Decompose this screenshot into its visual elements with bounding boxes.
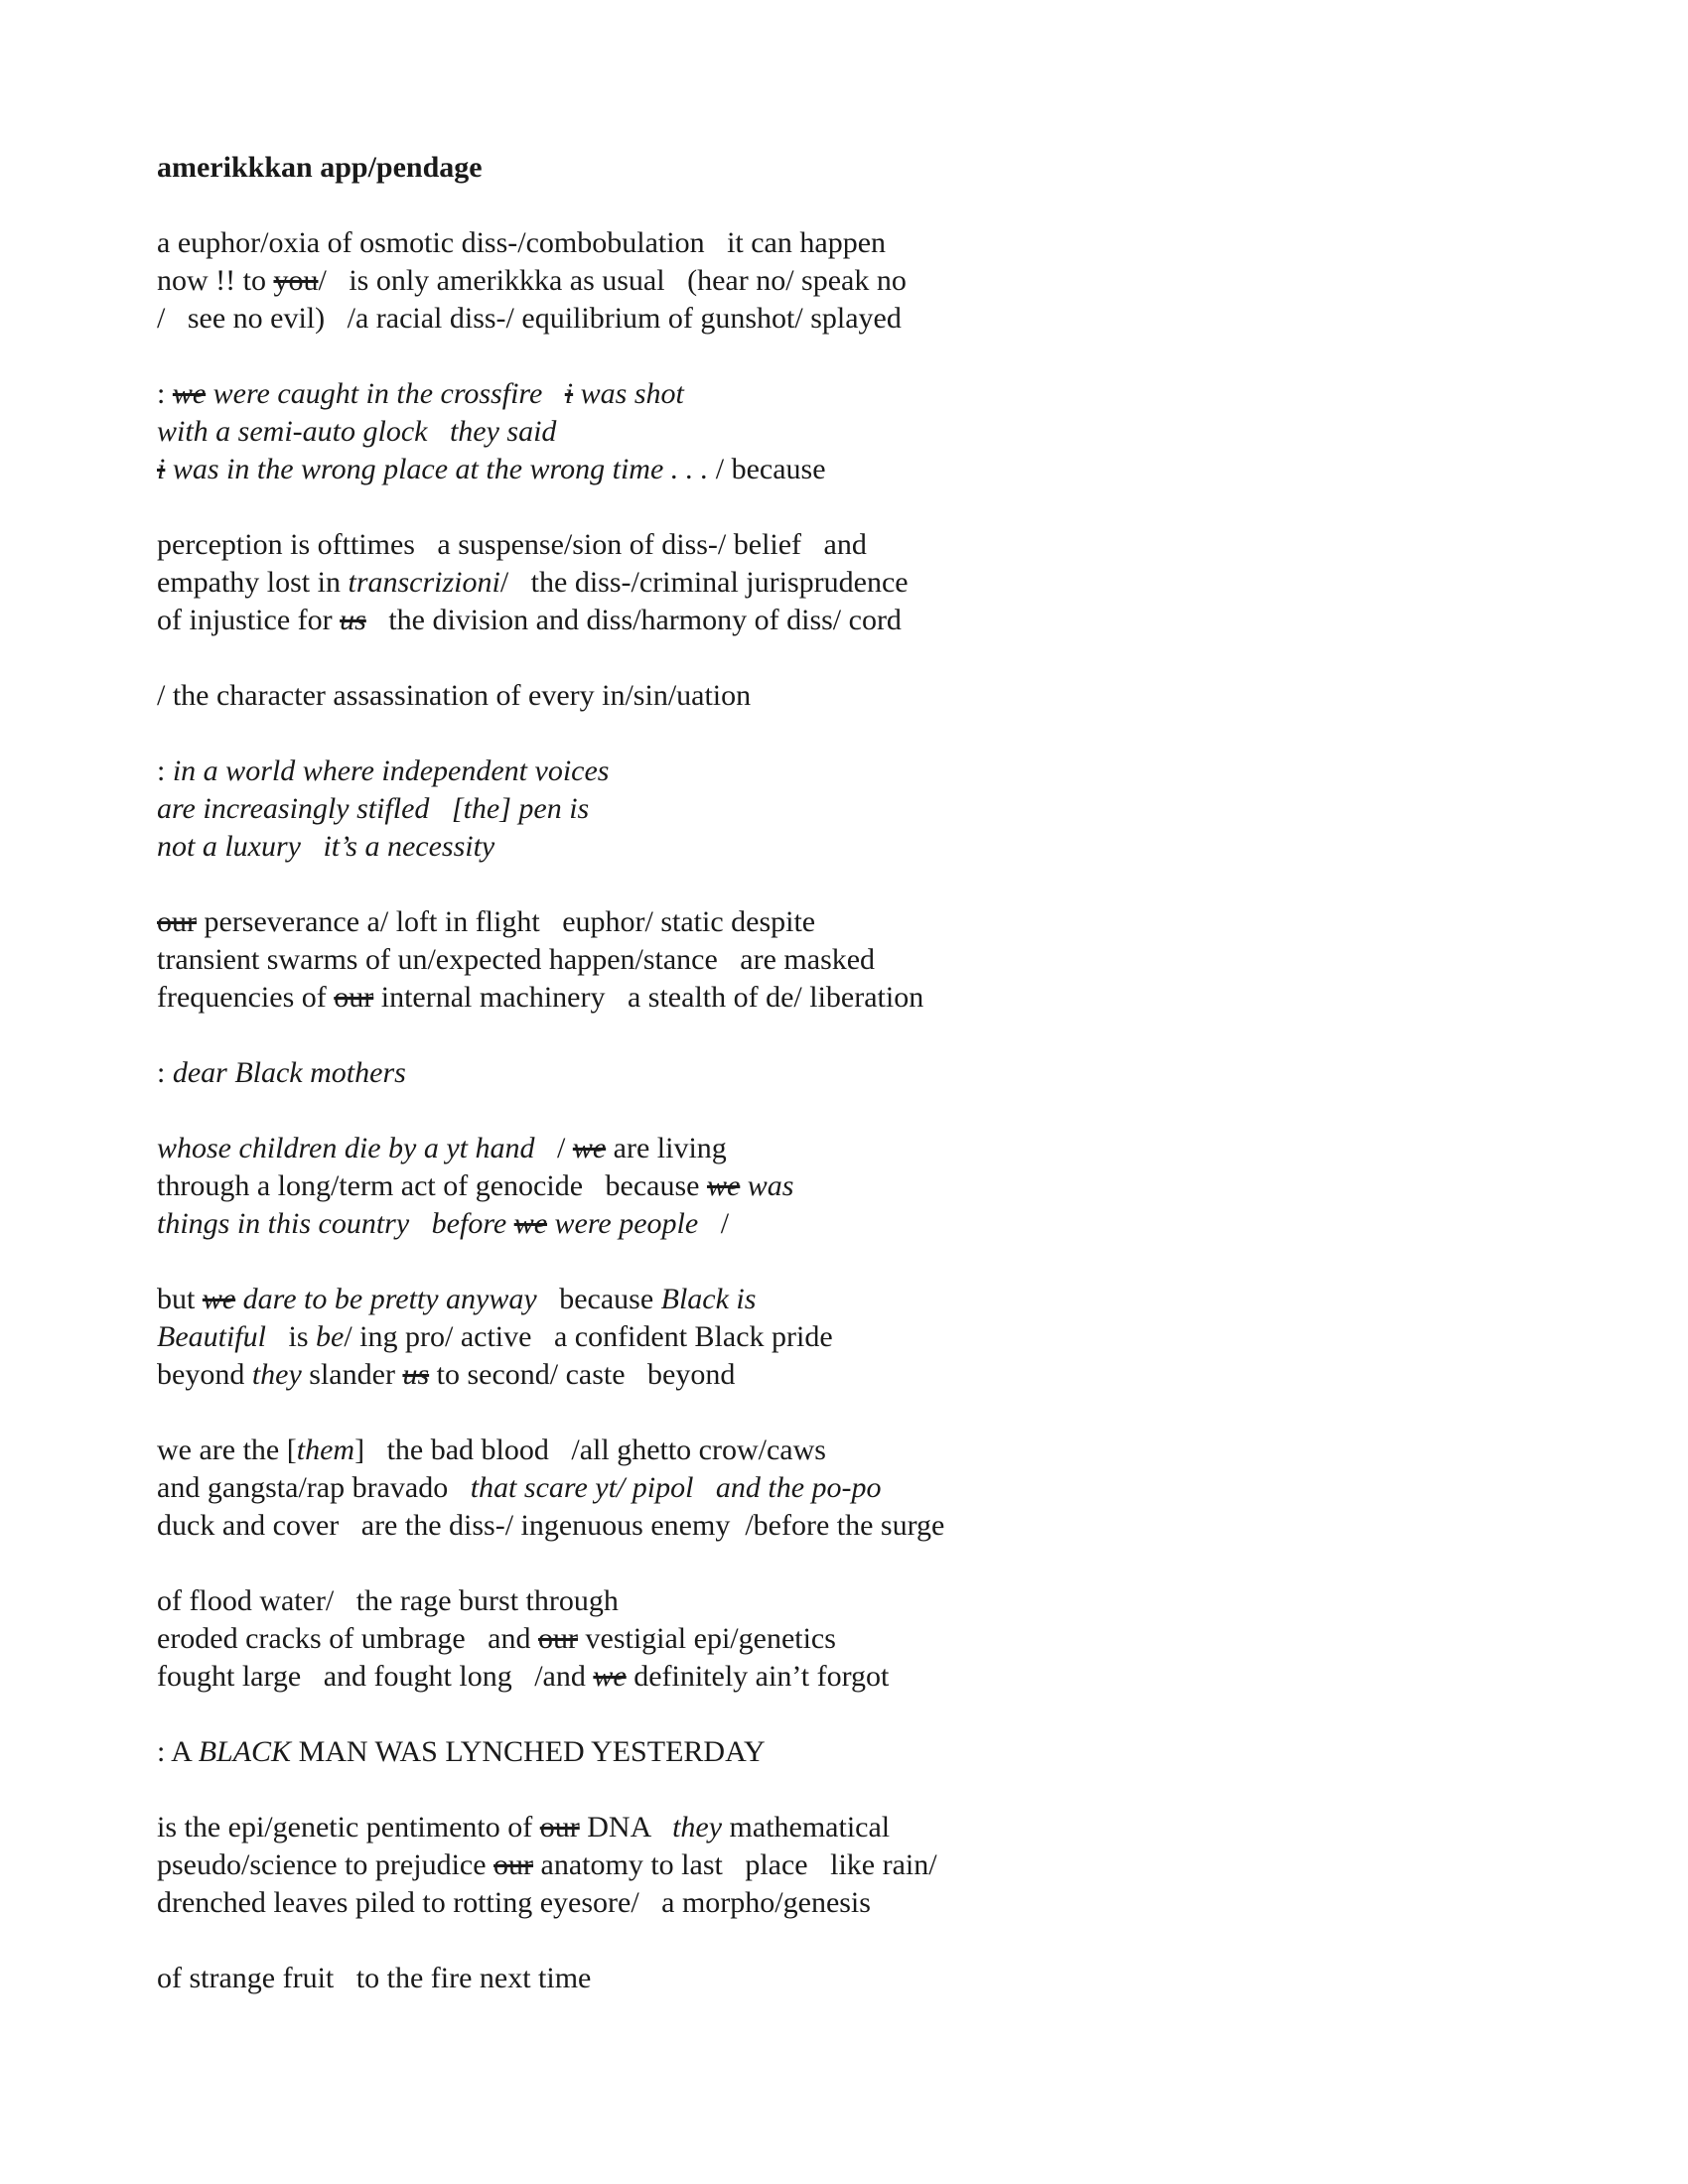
text-segment: / [534,1132,573,1164]
poem-line [157,1658,1547,1696]
stanza [157,526,1547,639]
text-segment: and gangsta/rap bravado [157,1471,471,1504]
poem-line [157,828,1547,866]
stanza [157,903,1547,1017]
text-segment: vestigial epi/genetics [578,1622,836,1655]
stanza [157,1054,1547,1092]
italic-text: they [251,1358,302,1391]
text-segment: anatomy to last place like rain/ [533,1848,937,1881]
stanza [157,1960,1547,1997]
text-segment: DNA [579,1811,673,1843]
text-segment: of flood water/ the rage burst through [157,1584,619,1617]
text-segment: is the epi/genetic pentimento of [157,1811,540,1843]
italic-text: Black is [660,1283,757,1315]
poem-line [157,1733,1547,1771]
poem-line [157,262,1547,300]
poem-line [157,941,1547,979]
poem-line [157,1356,1547,1394]
text-segment: beyond [157,1358,252,1391]
stanza [157,752,1547,866]
struck-text: you [273,264,319,297]
italic-text: they [672,1811,723,1843]
struck-text: us [340,604,366,636]
stanza [157,375,1547,488]
italic-text: was [740,1169,794,1202]
struck-text: we [572,1132,607,1164]
poem-line [157,979,1547,1017]
text-segment: / because [708,453,826,485]
text-segment: / ing pro/ active a confident Black pride [344,1320,833,1353]
text-segment: / [698,1207,730,1240]
poem-body [157,224,1547,1997]
text-segment: definitely ain’t forgot [626,1660,890,1693]
text-segment: is [265,1320,316,1353]
text-segment: empathy lost in [157,566,349,599]
struck-text: we [706,1169,741,1202]
poem-line [157,677,1547,715]
text-segment: perseverance a/ loft in flight euphor/ static despite [197,905,816,938]
italic-text: that scare yt/ pipol and the po-po [470,1471,882,1504]
text-segment: fought large and fought long /and [157,1660,594,1693]
text-segment: : [157,1056,173,1089]
text-segment: frequencies of [157,981,335,1014]
italic-text: Beautiful [157,1320,266,1353]
poem-page [157,149,1547,2035]
text-segment: perception is ofttimes a suspense/sion of diss-/ belief and [157,528,867,561]
stanza [157,1809,1547,1922]
text-segment: / see no evil) /a racial diss-/ equilibrium of gunshot/ splayed [157,302,902,335]
stanza [157,1281,1547,1394]
italic-text: them [296,1433,355,1466]
struck-text: i [564,377,574,410]
text-segment: mathematical [722,1811,891,1843]
poem-line [157,564,1547,602]
text-segment: / the diss-/criminal jurisprudence [499,566,909,599]
text-segment: ] the bad blood /all ghetto crow/caws [354,1433,826,1466]
text-segment: the division and diss/harmony of diss/ cord [365,604,902,636]
text-segment: drenched leaves piled to rotting eyesore/ a morpho/genesis [157,1886,871,1919]
struck-text: our [334,981,374,1014]
struck-text: our [539,1811,580,1843]
text-segment: pseudo/science to prejudice [157,1848,494,1881]
text-segment: duck and cover are the diss-/ ingenuous enemy /before the surge [157,1509,945,1542]
stanza [157,1582,1547,1696]
italic-text: are increasingly stifled [the] pen is [157,792,590,825]
struck-text: i [157,453,166,485]
poem-line [157,903,1547,941]
text-segment: eroded cracks of umbrage and [157,1622,538,1655]
poem-line [157,1281,1547,1318]
poem-line [157,602,1547,639]
text-segment: of injustice for [157,604,341,636]
struck-text: our [493,1848,534,1881]
struck-text: we [172,377,207,410]
text-segment: / is only amerikkka as usual (hear no/ speak no [318,264,907,297]
italic-text: transcrizioni [348,566,500,599]
poem-line [157,1582,1547,1620]
italic-text: was shot [573,377,684,410]
text-segment: MAN WAS LYNCHED YESTERDAY [291,1735,766,1768]
poem-line [157,224,1547,262]
text-segment: but [157,1283,203,1315]
text-segment: : [157,754,173,787]
text-segment: / the character assassination of every in/sin/uation [157,679,752,712]
italic-text: with a semi-auto glock they said [157,415,557,448]
italic-text: dare to be pretty anyway [235,1283,537,1315]
poem-line [157,1167,1547,1205]
poem-line [157,375,1547,413]
text-segment: of strange fruit to the fire next time [157,1962,592,1994]
text-segment: : A [157,1735,199,1768]
struck-text: our [538,1622,578,1655]
italic-text: dear Black mothers [172,1056,406,1089]
poem-line [157,1130,1547,1167]
text-segment: transient swarms of un/expected happen/stance are masked [157,943,876,976]
stanza [157,1432,1547,1545]
poem-line [157,413,1547,451]
stanza [157,1733,1547,1771]
italic-text: not a luxury it’s a necessity [157,830,495,863]
italic-text: whose children die by a yt hand [157,1132,535,1164]
poem-line [157,790,1547,828]
poem-line [157,1507,1547,1545]
italic-text: were people [547,1207,699,1240]
struck-text: we [202,1283,236,1315]
text-segment: now !! to [157,264,274,297]
struck-text: our [157,905,197,938]
text-segment: we are the [ [157,1433,297,1466]
text-segment: to second/ caste beyond [429,1358,736,1391]
stanza [157,1130,1547,1243]
text-segment: because [536,1283,661,1315]
poem-line [157,1469,1547,1507]
stanza [157,224,1547,338]
text-segment: a euphor/oxia of osmotic diss-/combobulation it can happen [157,226,887,259]
poem-line [157,1432,1547,1469]
poem-line [157,1620,1547,1658]
text-segment: through a long/term act of genocide because [157,1169,707,1202]
struck-text: us [402,1358,430,1391]
poem-line [157,451,1547,488]
italic-text: be [316,1320,345,1353]
poem-line [157,1846,1547,1884]
stanza [157,677,1547,715]
poem-title: amerikkkan app/pendage [157,151,483,184]
poem-line [157,1318,1547,1356]
text-segment: : [157,377,173,410]
struck-text: we [513,1207,548,1240]
text-segment: slander [301,1358,403,1391]
poem-line [157,526,1547,564]
poem-line [157,1809,1547,1846]
text-segment: internal machinery a stealth of de/ liberation [373,981,924,1014]
italic-text: were caught in the crossfire [206,377,565,410]
poem-line [157,300,1547,338]
struck-text: we [593,1660,627,1693]
italic-text: was in the wrong place at the wrong time . . . [165,453,709,485]
text-segment: are living [606,1132,727,1164]
poem-line [157,1884,1547,1922]
italic-text: things in this country before [157,1207,514,1240]
italic-text: in a world where independent voices [172,754,610,787]
poem-line [157,1054,1547,1092]
italic-text: BLACK [198,1735,292,1768]
poem-line [157,1205,1547,1243]
poem-line [157,1960,1547,1997]
poem-line [157,752,1547,790]
